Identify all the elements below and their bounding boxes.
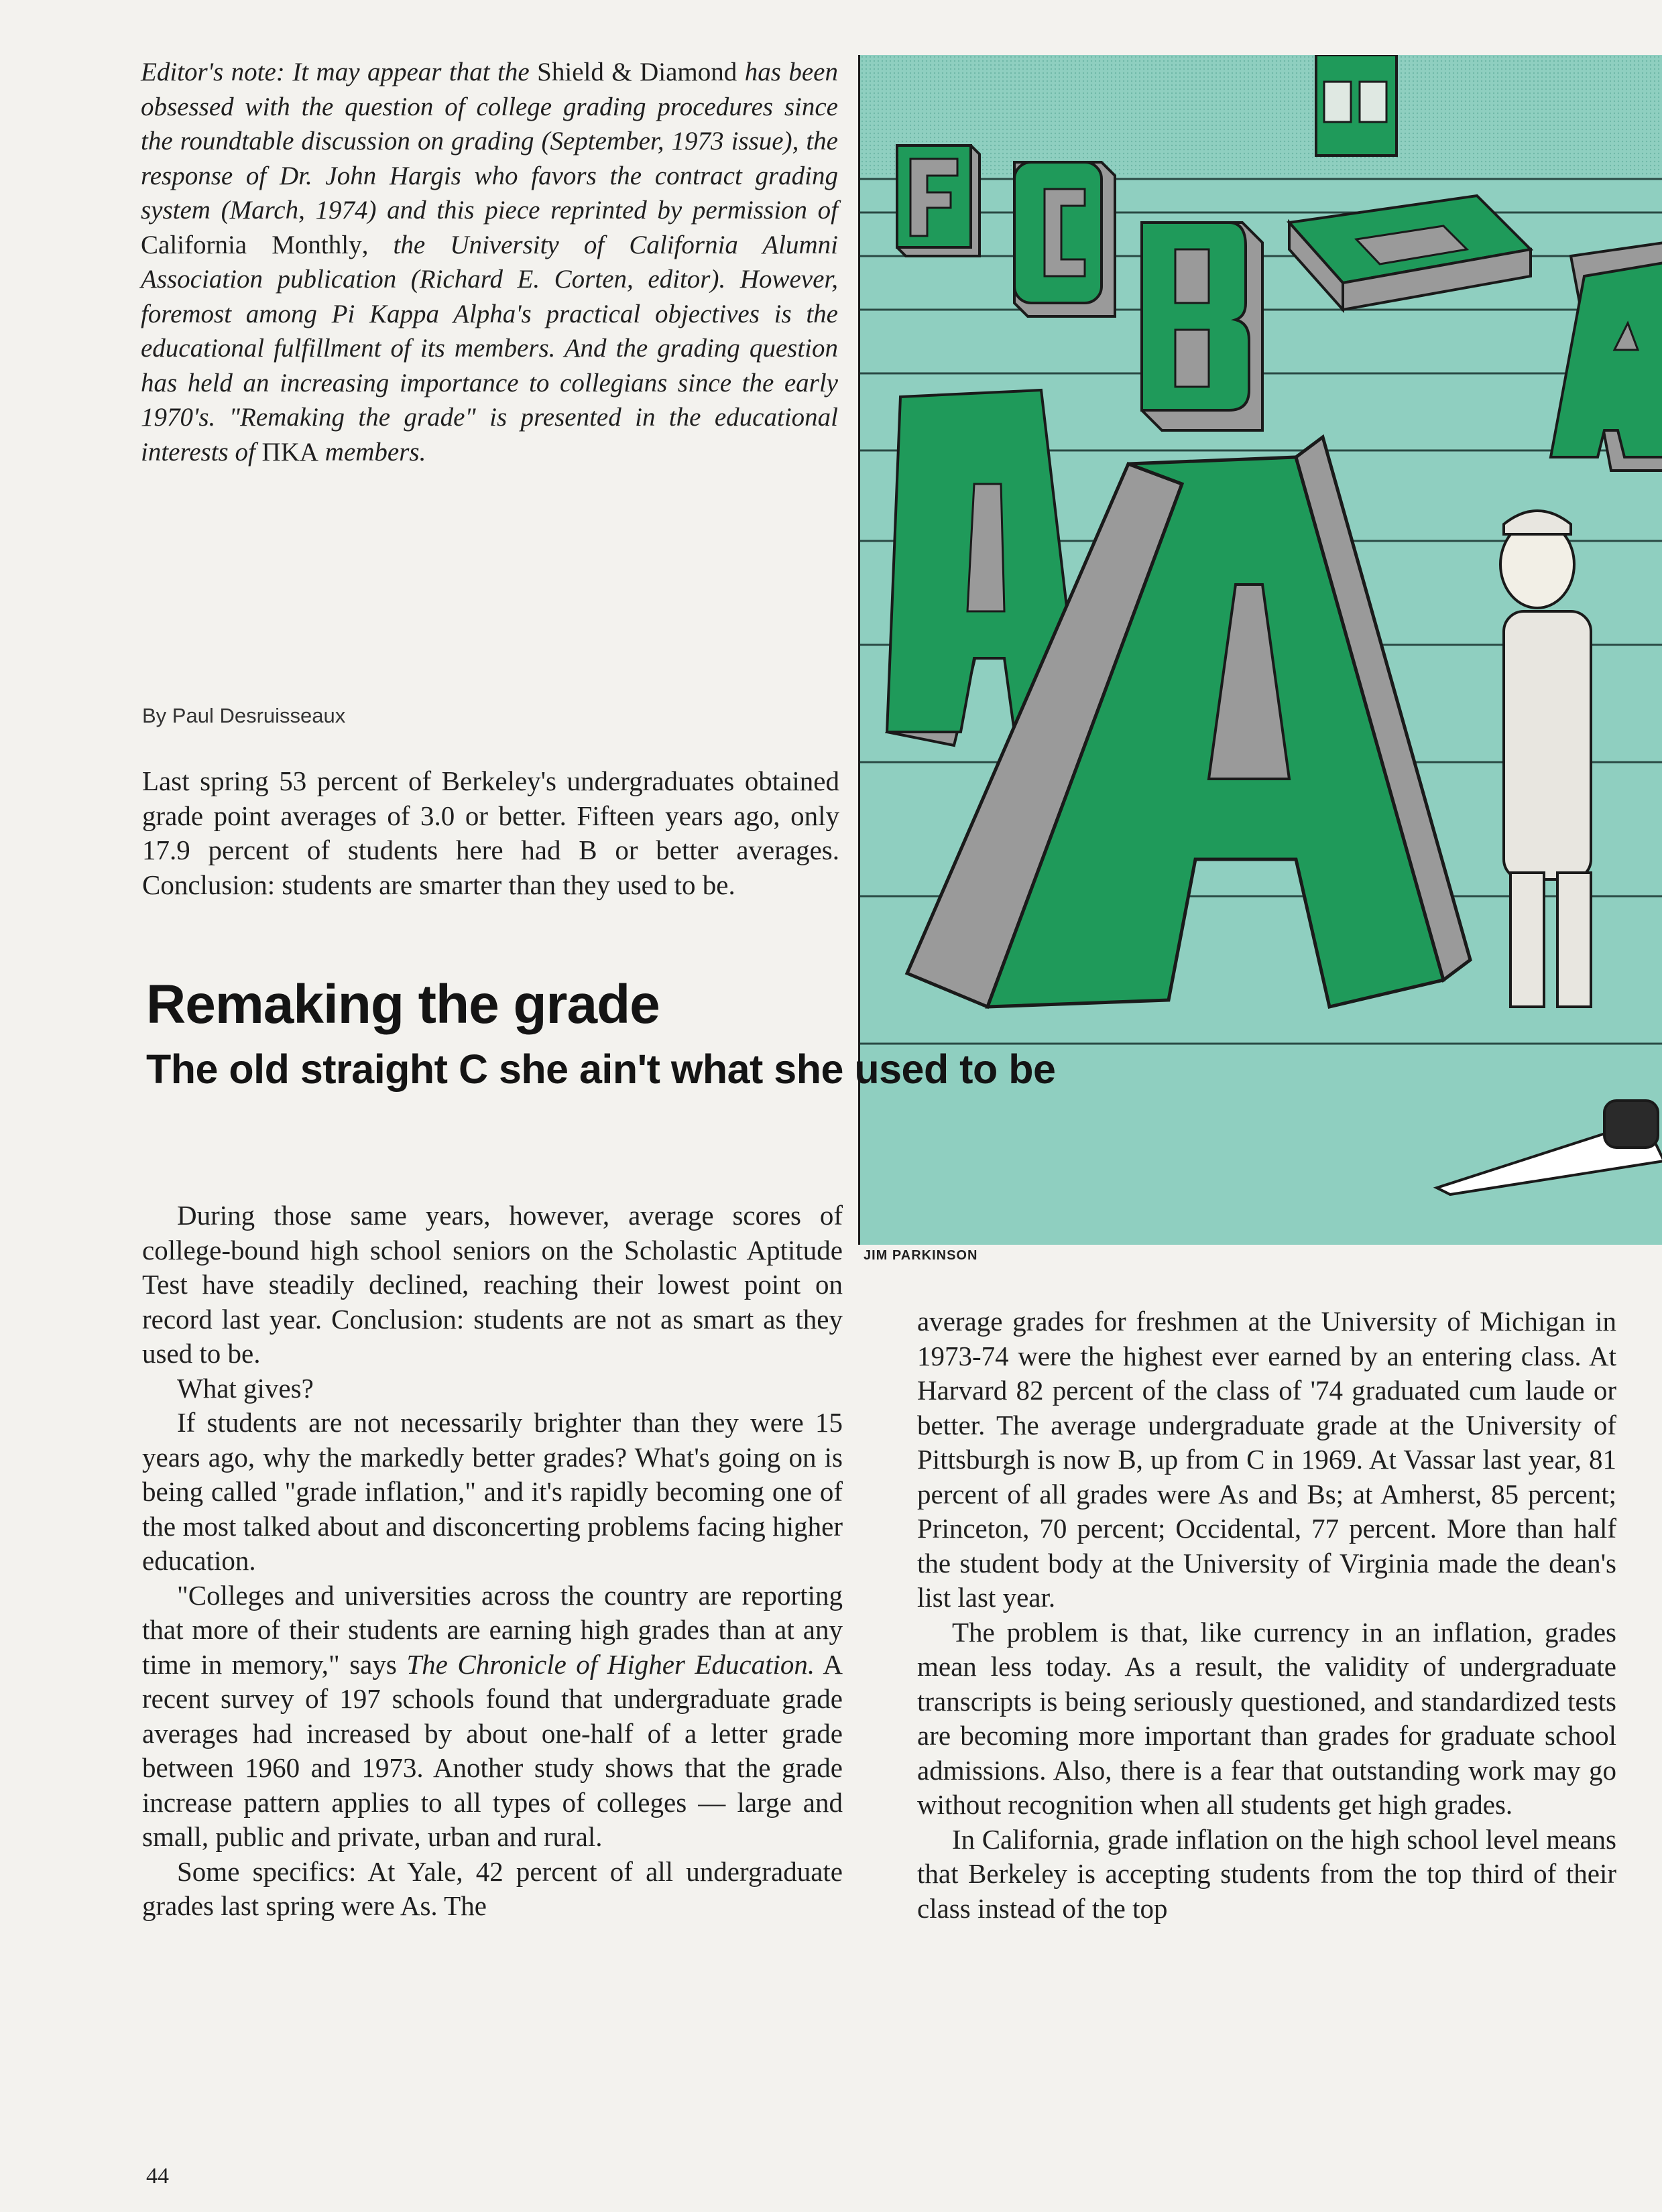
editors-note	[141, 55, 838, 469]
letter-f-icon	[897, 145, 980, 256]
body-paragraph: During those same years, however, average scores of college-bound high school seniors on the Scholastic Aptitude Test have steadily declined, reaching their lowest point on record last year. Conclusion: students are not as smart as they used to be.	[142, 1200, 843, 1369]
fraternity-letters: ΠΚΑ	[261, 437, 319, 467]
headline: Remaking the grade	[146, 974, 660, 1035]
page-number: 44	[146, 2164, 169, 2189]
body-paragraph: The problem is that, like currency in an inflation, grades mean less today. As a result, the validity of undergraduate transcripts is being seriously questioned, and standardized tests are becoming more important than grades for graduate school admissions. Also, there is a fear that outstanding work may go without recognition when all students get high grades.	[917, 1616, 1616, 1820]
body-paragraph: What gives?	[177, 1372, 314, 1404]
illustration-credit: JIM PARKINSON	[864, 1248, 978, 1263]
letter-b-icon	[1142, 223, 1262, 430]
body-column-2	[917, 1304, 1616, 1926]
editors-note-text: , the University of California Alumni Association publication (Richard E. Corten, editor). However, foremost among Pi Kappa Alpha's practical objectives is the educational fulfillment of its members. And the grading question has held an increasing importance to collegians since the early 1970's. "Remaking the grade" is presented in the educational interests of	[141, 230, 838, 467]
subheadline: The old straight C she ain't what she used to be	[146, 1046, 1056, 1092]
magazine-name: California Monthly	[141, 230, 362, 259]
editors-note-text: Editor's note: It may appear that the	[141, 58, 538, 86]
editors-note-text: has been obsessed with the question of college grading procedures since the roundtable discussion on grading (September, 1973 issue), the response of Dr. John Hargis who favors the contract grading system (March, 1974) and this piece reprinted by permission of	[141, 58, 838, 225]
body-paragraph	[142, 1579, 843, 1855]
body-paragraph: Some specifics: At Yale, 42 percent of all undergraduate grades last spring were As. The	[142, 1855, 843, 1921]
body-paragraph: In California, grade inflation on the high school level means that Berkeley is accepting students from the top third of their class instead of the top	[917, 1823, 1616, 1924]
byline: By Paul Desruisseaux	[142, 704, 346, 727]
body-text: "Colleges and universities across the country are reporting that more of their students are earning high grades than at any time in memory," says	[142, 1579, 843, 1680]
letter-c-icon	[1014, 162, 1115, 316]
body-column-1	[142, 1199, 843, 1924]
publication-title: The Chronicle of Higher Education.	[406, 1648, 815, 1680]
lead-paragraph: Last spring 53 percent of Berkeley's undergraduates obtained grade point averages of 3.0 or better. Fifteen years ago, only 17.9 percent of students here had B or better averages. Conclusion: students are smarter than they used to be.	[142, 765, 839, 900]
body-paragraph: If students are not necessarily brighter than they were 15 years ago, why the markedly better grades? What's going on is being called "grade inflation," and it's rapidly becoming one of the most talked about and disconcerting problems facing higher education.	[142, 1407, 843, 1576]
body-paragraph: average grades for freshmen at the University of Michigan in 1973-74 were the highest ever earned by an entering class. At Harvard 82 percent of the class of '74 graduated cum laude or better. The average undergraduate grade at the University of Pittsburgh is now B, up from C in 1969. At Vassar last year, 81 percent of all grades were As and Bs; at Amherst, 85 percent; Princeton, 70 percent; Occidental, 77 percent. More than half the student body at the University of Virginia made the dean's list last year.	[917, 1306, 1616, 1613]
door-icon	[1316, 55, 1397, 156]
body-text: A recent survey of 197 schools found that undergraduate grade averages had increased by about one-half of a letter grade between 1960 and 1973. Another study shows that the grade increase pattern applies to all types of colleges — large and small, public and private, urban and rural.	[142, 1648, 843, 1852]
magazine-name: Shield & Diamond	[537, 58, 737, 86]
editors-note-text: members.	[318, 437, 426, 467]
